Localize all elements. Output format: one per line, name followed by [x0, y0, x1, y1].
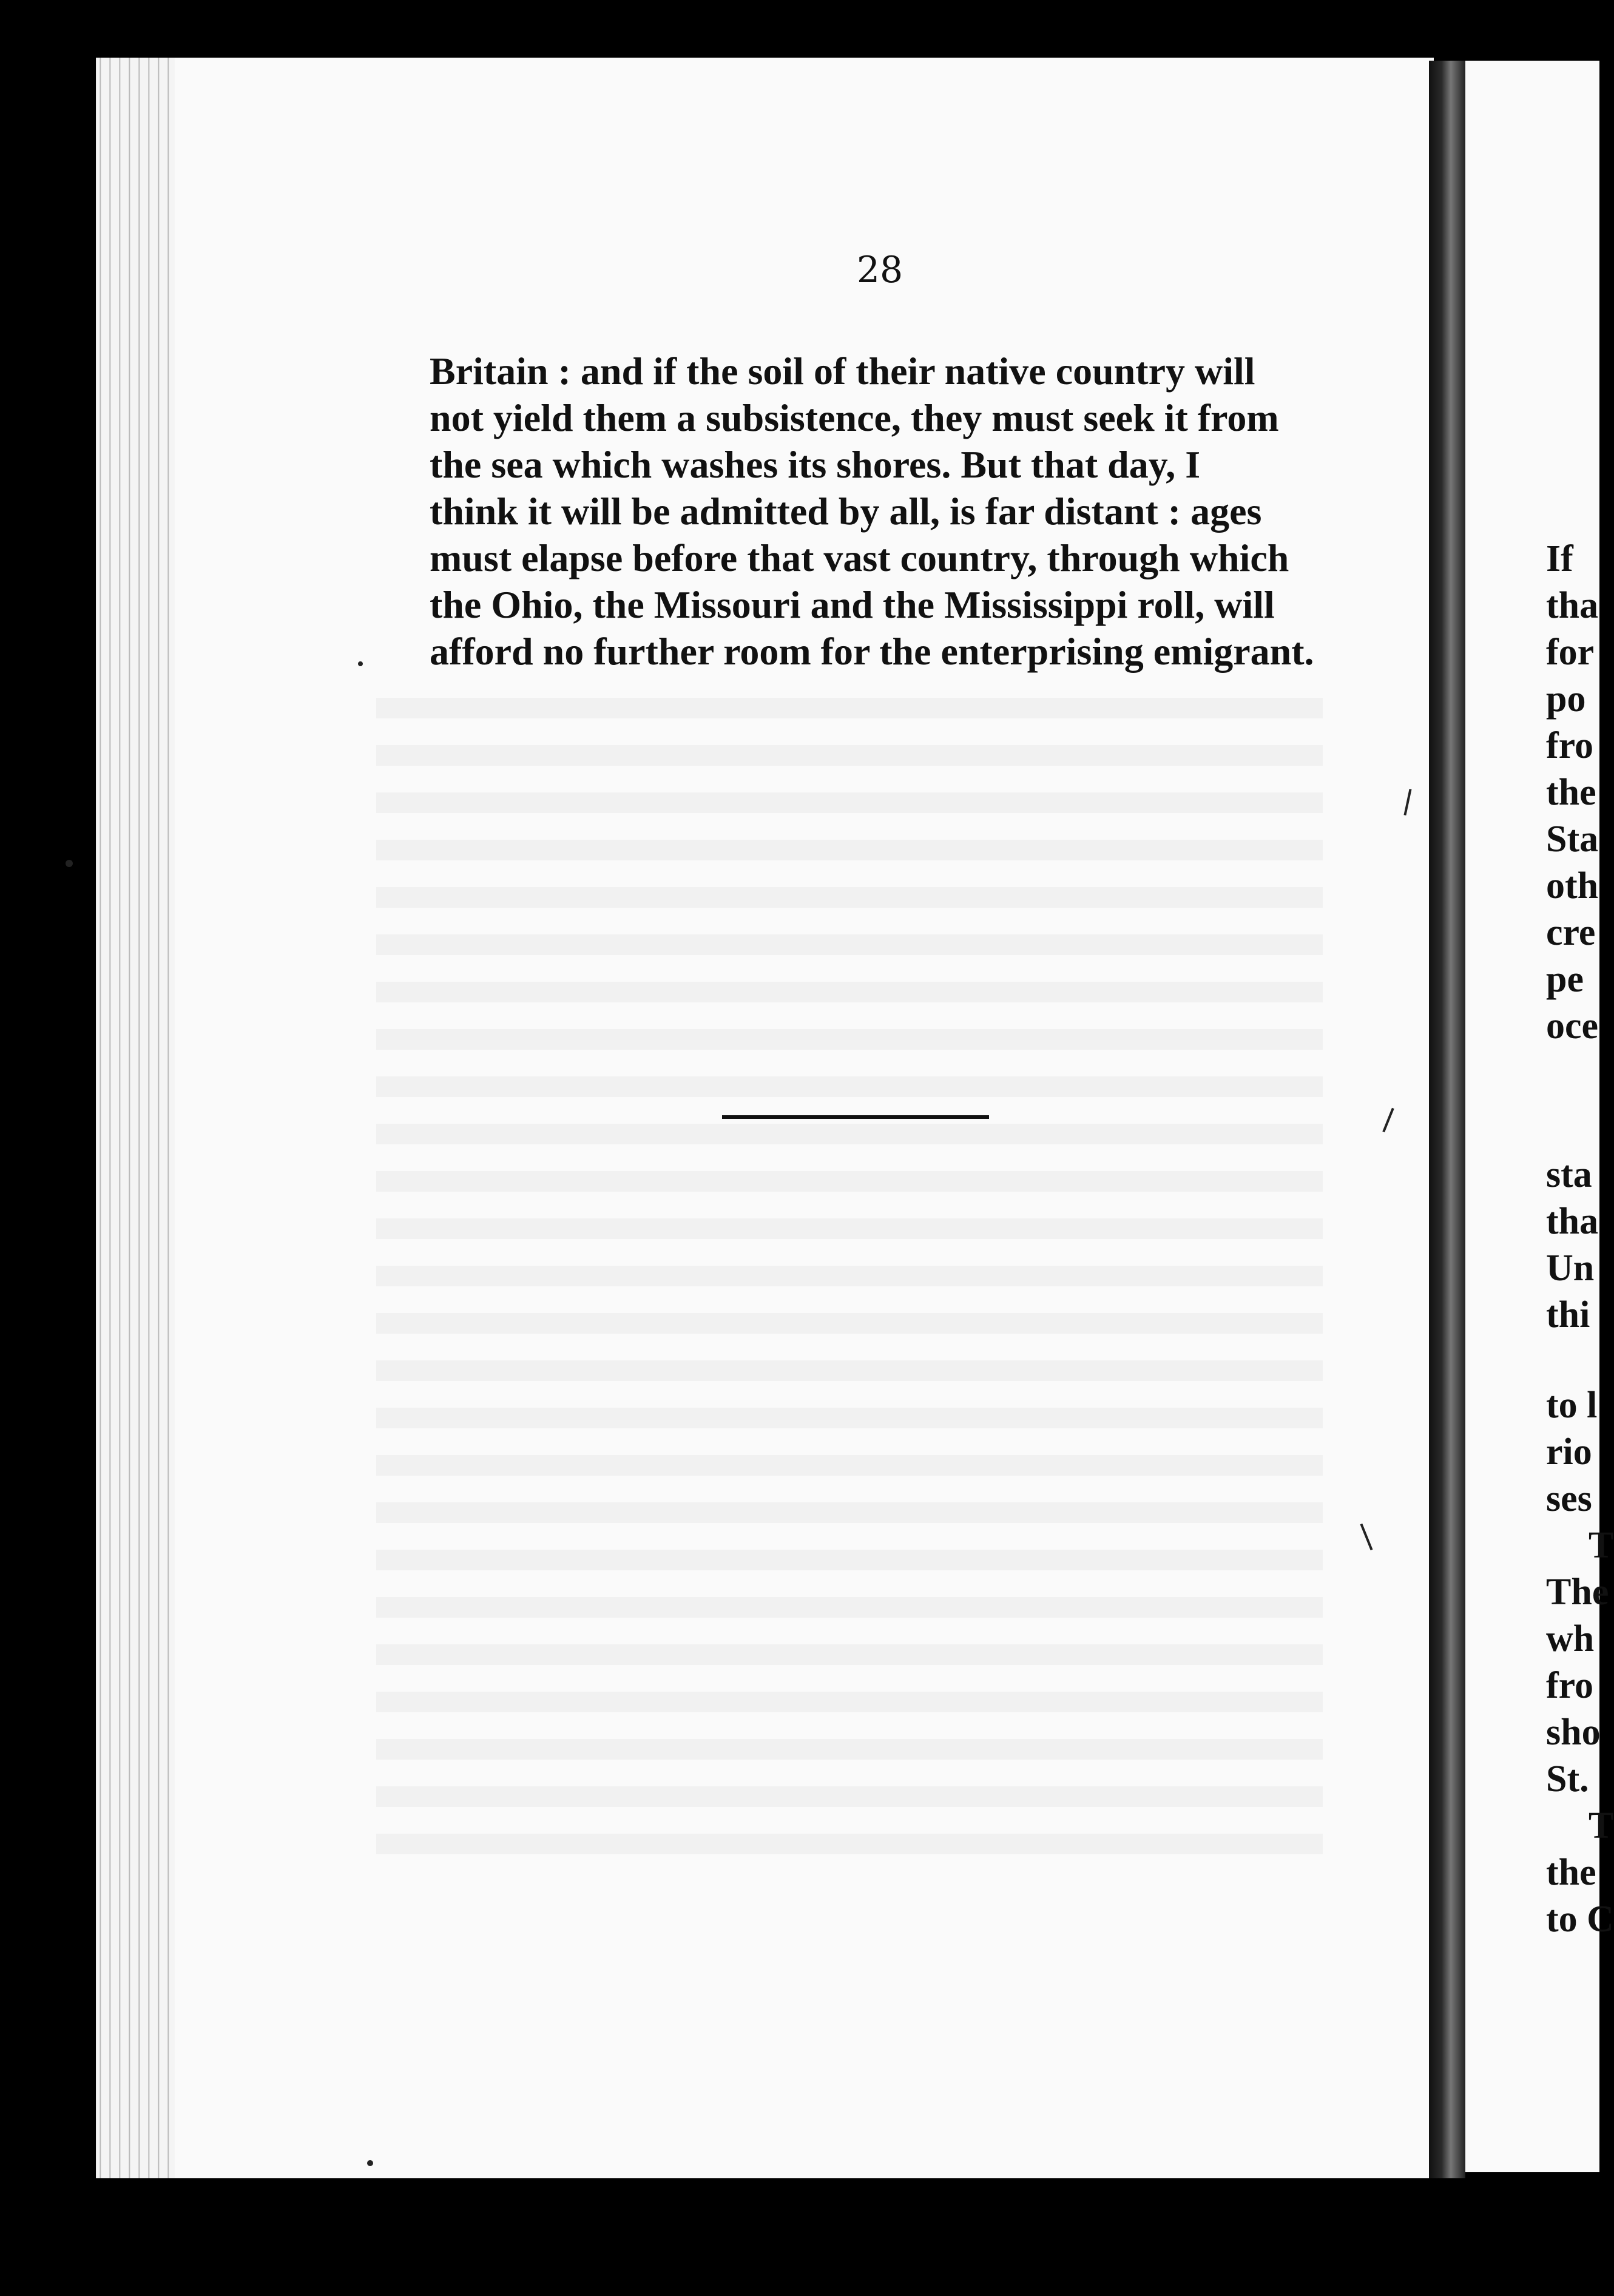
book-gutter [1429, 61, 1465, 2178]
facing-page-fragment: T [1589, 1525, 1614, 1566]
facing-page-fragment: St. [1546, 1758, 1589, 1800]
facing-page-fragment: rio [1546, 1431, 1592, 1473]
facing-page-fragment: oce [1546, 1005, 1599, 1047]
ink-dot [66, 860, 73, 867]
body-line: the Ohio, the Missouri and the Mississippi roll, will [430, 583, 1275, 626]
facing-page-fragment: thi [1546, 1294, 1590, 1335]
show-through-text [376, 698, 1323, 1875]
facing-page-fragment: Sta [1546, 819, 1599, 860]
body-paragraph [430, 348, 1328, 675]
section-divider [722, 1115, 989, 1119]
facing-page-fragment: fro [1546, 725, 1594, 766]
body-line: not yield them a subsistence, they must seek it from [430, 396, 1279, 439]
body-line: afford no further room for the enterprising emigrant. [430, 630, 1314, 673]
facing-page-fragment: to l [1546, 1385, 1598, 1426]
facing-page-fragment: tha [1546, 585, 1599, 626]
ink-dot [358, 661, 363, 666]
page-number: 28 [856, 249, 903, 291]
body-line: the sea which washes its shores. But that day, I [430, 443, 1201, 486]
facing-page-fragment: for [1546, 632, 1595, 673]
facing-page-fragment: the [1546, 772, 1596, 813]
facing-page-fragment: wh [1546, 1618, 1595, 1660]
body-line: think it will be admitted by all, is far distant : ages [430, 490, 1262, 533]
facing-page-fragment: sho [1546, 1712, 1601, 1753]
facing-page-fragment: tha [1546, 1201, 1599, 1242]
page-edges [96, 58, 175, 2178]
ink-dot [367, 2160, 373, 2166]
facing-page-fragment: cre [1546, 912, 1596, 953]
facing-page-fragment: oth [1546, 865, 1599, 907]
facing-page-fragment: Un [1546, 1248, 1595, 1289]
facing-page-fragment: po [1546, 678, 1586, 720]
facing-page-fragment: If [1546, 538, 1573, 579]
body-line: must elapse before that vast country, through which [430, 536, 1289, 579]
body-line: Britain : and if the soil of their native country will [430, 349, 1255, 393]
facing-page-fragment: the [1546, 1852, 1596, 1893]
facing-page-fragment: ses [1546, 1478, 1592, 1519]
facing-page-fragment: T [1589, 1805, 1614, 1846]
facing-page-fragment: The [1546, 1572, 1609, 1613]
facing-page-fragment: to C [1546, 1899, 1614, 1940]
facing-page-fragment: fro [1546, 1665, 1594, 1706]
facing-page-fragment: sta [1546, 1154, 1592, 1195]
facing-page-fragment: pe [1546, 959, 1584, 1000]
